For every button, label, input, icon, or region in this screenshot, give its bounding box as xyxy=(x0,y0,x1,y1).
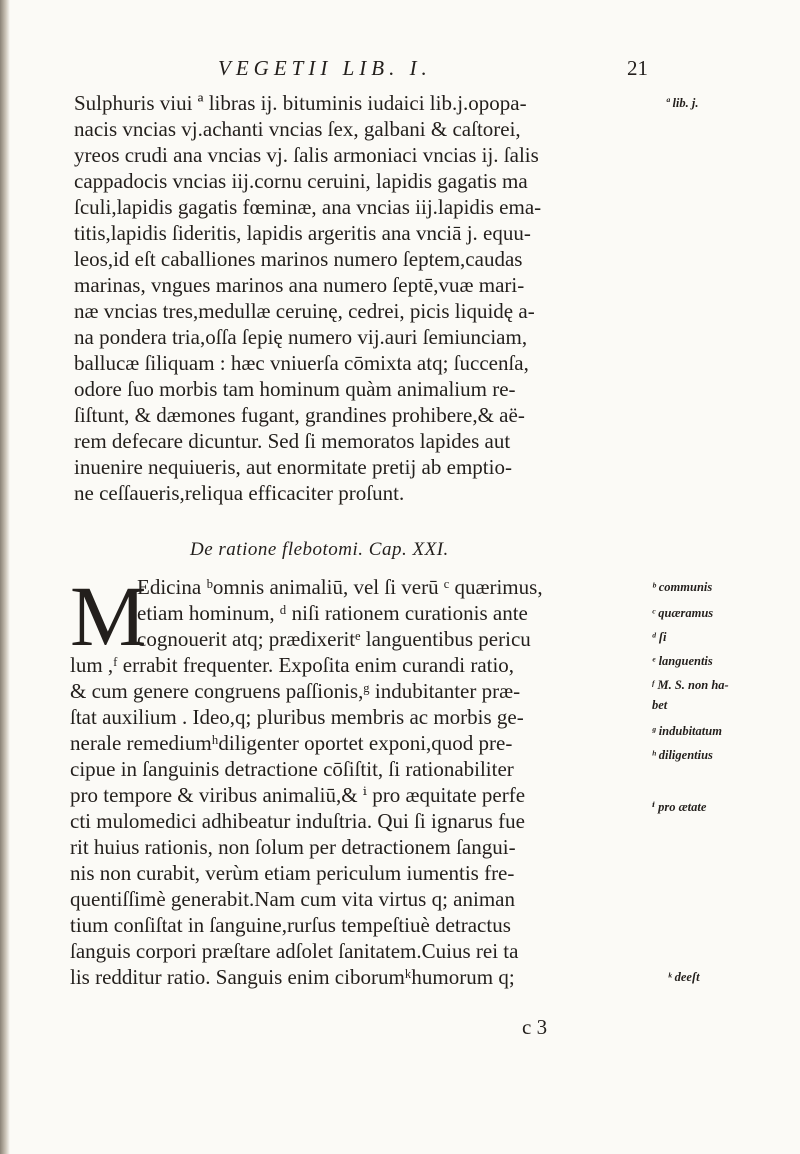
text-line: lum ,ᶠ errabit frequenter. Expoſita enim curandi ratio, xyxy=(70,653,515,677)
text-line: cipue in ſanguinis detractione cōſiſtit, ſi rationabiliter xyxy=(70,757,514,781)
marginal-note: ⁱ pro ætate xyxy=(652,800,707,814)
signature-mark: c 3 xyxy=(522,1015,548,1039)
text-line: cognouerit atq; prædixeritᵉ languentibus pericu xyxy=(137,627,531,651)
marginal-note: ᵍ indubitatum xyxy=(652,724,722,738)
text-line: ballucæ ſiliquam : hæc vniuerſa cōmixta atq; ſuccenſa, xyxy=(74,351,529,375)
text-line: quentiſſimè generabit.Nam cum vita virtus q; animan xyxy=(70,887,515,911)
text-line: tium conſiſtat in ſanguine,rurſus tempeſtiuè detractus xyxy=(70,913,511,937)
text-line: nis non curabit, verùm etiam periculum iumentis fre- xyxy=(70,861,515,885)
text-line: yreos crudi ana vncias vj. ſalis armoniaci vncias ij. ſalis xyxy=(74,143,539,167)
text-line: Edicina ᵇomnis animaliū, vel ſi verū ᶜ quærimus, xyxy=(137,575,543,599)
text-line: ſiſtunt, & dæmones fugant, grandines prohibere,& aë- xyxy=(74,403,525,427)
text-line: ne ceſſaueris,reliqua efficaciter proſunt. xyxy=(74,481,405,505)
marginal-note: ʰ diligentius xyxy=(652,748,713,762)
text-line: næ vncias tres,medullæ ceruinę, cedrei, picis liquidę a- xyxy=(74,299,535,323)
text-line: etiam hominum, ᵈ niſi rationem curationis ante xyxy=(137,601,528,625)
text-line: cappadocis vncias iij.cornu ceruini, lapidis gagatis ma xyxy=(74,169,528,193)
text-line: na pondera tria,oſſa ſepię numero vij.auri ſemiunciam, xyxy=(74,325,528,349)
marginal-note: ᶜ quæramus xyxy=(652,606,714,620)
page-number: 21 xyxy=(627,56,648,80)
marginal-note: bet xyxy=(652,698,668,712)
text-line: & cum genere congruens paſſionis,ᵍ indubitanter præ- xyxy=(70,679,521,703)
text-line: cti mulomedici adhibeatur induſtria. Qui ſi ignarus fue xyxy=(70,809,525,833)
text-line: ſanguis corpori præſtare adſolet ſanitatem.Cuius rei ta xyxy=(70,939,519,963)
text-line: ſculi,lapidis gagatis fœminæ, ana vncias iij.lapidis ema- xyxy=(74,195,542,219)
drop-cap-initial: M xyxy=(70,568,147,664)
text-line: inuenire nequiueris, aut enormitate pretij ab emptio- xyxy=(74,455,512,479)
text-line: titis,lapidis ſideritis, lapidis argeritis ana vnciā j. equu- xyxy=(74,221,531,245)
text-line: odore ſuo morbis tam hominum quàm animalium re- xyxy=(74,377,516,401)
text-line: nerale remediumʰdiligenter oportet exponi,quod pre- xyxy=(70,731,513,755)
marginal-note: ᵏ deeſt xyxy=(668,970,700,984)
text-line: marinas, vngues marinos ana numero ſeptē,vuæ mari- xyxy=(74,273,525,297)
chapter-heading: De ratione flebotomi. Cap. XXI. xyxy=(190,539,449,560)
marginal-note: ª lib. j. xyxy=(666,96,699,110)
running-head: VEGETII LIB. I. xyxy=(218,56,432,80)
text-line: pro tempore & viribus animaliū,& ⁱ pro æquitate perfe xyxy=(70,783,526,807)
text-line: Sulphuris viui ª libras ij. bituminis iudaici lib.j.opopa- xyxy=(74,91,527,115)
text-line: leos,id eſt caballiones marinos numero ſeptem,caudas xyxy=(74,247,523,271)
text-line: ſtat auxilium . Ideo,q; pluribus membris ac morbis ge- xyxy=(70,705,524,729)
text-line: nacis vncias vj.achanti vncias ſex, galbani & caſtorei, xyxy=(74,117,521,141)
marginal-note: ᵈ ſi xyxy=(652,630,667,644)
text-line: rit huius rationis, non ſolum per detractionem ſangui- xyxy=(70,835,516,859)
text-line: lis redditur ratio. Sanguis enim ciborumᵏhumorum q; xyxy=(70,965,515,989)
marginal-note: ᵇ communis xyxy=(652,580,713,594)
marginal-note: ᶠ M. S. non ha- xyxy=(652,678,729,692)
marginal-note: ᵉ languentis xyxy=(652,654,713,668)
text-line: rem defecare dicuntur. Sed ſi memoratos lapides aut xyxy=(74,429,511,453)
